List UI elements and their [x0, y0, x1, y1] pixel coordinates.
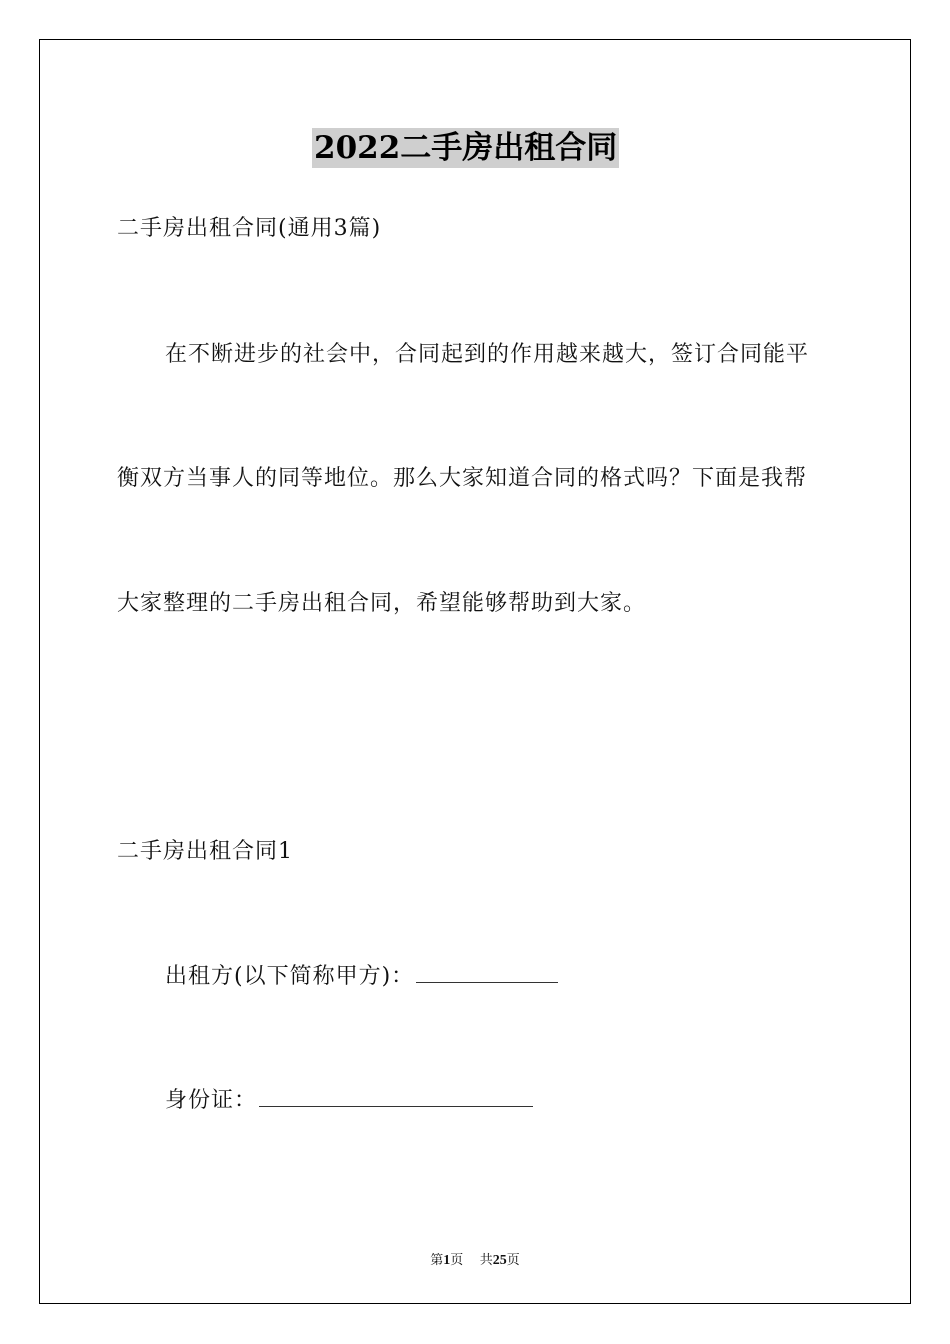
lessor-field: [165, 959, 558, 990]
document-title: 2022二手房出租合同: [314, 130, 618, 166]
footer-total-pages: 25: [492, 1253, 507, 1268]
lessor-blank-line[interactable]: [416, 981, 558, 983]
footer-total-unit: 页: [506, 1253, 520, 1268]
document-subtitle: 二手房出租合同(通用3篇): [117, 216, 382, 241]
footer-page-number: 1: [443, 1253, 451, 1268]
intro-line-1: 在不断进步的社会中，合同起到的作用越来越大，签订合同能平: [165, 342, 810, 367]
section-heading: 二手房出租合同1: [117, 839, 293, 864]
id-card-blank-line[interactable]: [259, 1105, 533, 1107]
id-card-label: 身份证：: [165, 1088, 258, 1113]
page-footer: [0, 1249, 950, 1269]
footer-page-prefix: 第: [430, 1253, 444, 1268]
intro-line-3: 大家整理的二手房出租合同，希望能够帮助到大家。: [117, 591, 647, 616]
id-card-field: [165, 1083, 533, 1114]
footer-total-prefix: 共: [479, 1253, 493, 1268]
intro-line-2: 衡双方当事人的同等地位。那么大家知道合同的格式吗？下面是我帮: [117, 466, 808, 491]
lessor-label: 出租方(以下简称甲方)：: [165, 964, 415, 989]
footer-page-unit: 页: [450, 1253, 464, 1268]
